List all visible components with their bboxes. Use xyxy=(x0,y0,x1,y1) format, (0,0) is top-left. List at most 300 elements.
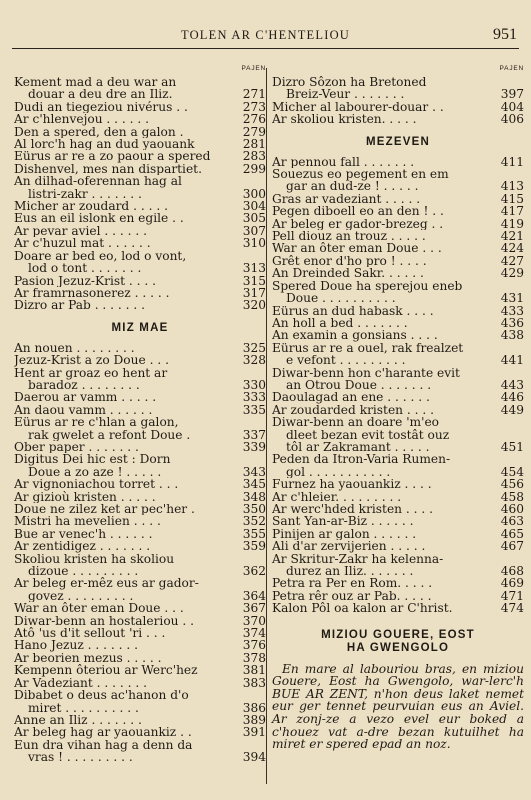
entry-title-line: Diwar-benn an hostaleriou . . xyxy=(14,614,195,628)
toc-entry xyxy=(14,689,266,714)
entry-title-line: Doue a zo aze ! . . . . . xyxy=(28,465,162,479)
entry-page-number: 362 xyxy=(242,564,266,579)
entry-title-line: Diwar-benn hon c'harante evit xyxy=(272,365,460,380)
entry-row xyxy=(14,540,266,552)
entry-title-line: rak gwelet a refont Doue . xyxy=(28,428,191,441)
toc-entry xyxy=(14,416,266,441)
toc-entry xyxy=(14,453,266,478)
entry-page-number: 348 xyxy=(242,489,266,504)
entry-row xyxy=(14,429,266,441)
toc-entry xyxy=(272,317,524,329)
intro-paragraph: En mare al labouriou bras, en miziou Gouere, Eost ha Gwengolo, war-lerc'h BUE AR ZENT, n'hon deus laket nemet eur ger tennet peurvuian eus an Aviel. Ar zonj-ze a vezo evel eur boked a c'houez vat a-dre bezan kutuilhet ha miret er spered epad an noz. xyxy=(272,661,524,752)
toc-entry xyxy=(14,354,266,366)
entry-title-line: lod o tont . . . . . . . xyxy=(28,262,142,275)
entry-page-number: 438 xyxy=(500,328,524,343)
entry-title-line: An dilhad-oferennan hag al xyxy=(14,174,182,189)
right-entries-2 xyxy=(272,156,524,615)
entry-page-number: 345 xyxy=(242,477,266,492)
entry-title-line: douar a deu dre an Iliz. xyxy=(28,88,173,101)
entry-title-line: Dudi an tiegeziou nivérus . . xyxy=(14,100,188,114)
entry-page-number: 328 xyxy=(242,353,266,368)
entry-page-number: 339 xyxy=(242,439,266,454)
entry-page-number: 283 xyxy=(242,149,266,164)
entry-title-line: Dibabet o deus ac'hanon d'o xyxy=(14,688,189,703)
toc-entry xyxy=(272,168,524,193)
entry-title-line: An holl a bed . . . . . . . xyxy=(272,316,408,330)
entry-title-line: Micher al labourer-douar . . xyxy=(272,100,444,114)
entry-title-line: Pell diouz an trouz . . . . . xyxy=(272,230,426,243)
entry-title-line: Breiz-Veur . . . . . . . xyxy=(286,88,405,101)
entry-row xyxy=(272,113,524,125)
entry-page-number: 417 xyxy=(500,204,524,219)
entry-page-number: 317 xyxy=(242,285,266,300)
entry-title-line: Ali d'ar zervijerien . . . . . xyxy=(272,540,426,553)
entry-page-number: 352 xyxy=(242,514,266,529)
entry-page-number: 271 xyxy=(242,87,266,102)
toc-entry xyxy=(272,329,524,341)
entry-row xyxy=(272,193,524,205)
toc-entry xyxy=(272,515,524,527)
entry-title-line: durez an Iliz. . . . . . . xyxy=(286,565,414,578)
entry-title-line: dleet bezan evit tostât ouz xyxy=(286,427,450,442)
entry-row xyxy=(14,664,266,676)
entry-row xyxy=(14,150,266,162)
entry-row xyxy=(272,205,524,217)
entry-title-line: Skoliou kristen ha skoliou xyxy=(14,551,175,566)
entry-title-line: Ar beorien mezus . . . . . xyxy=(14,651,162,665)
running-title: TOLEN AR C'HENTELIOU xyxy=(180,28,351,42)
toc-entry xyxy=(272,342,524,367)
toc-entry xyxy=(272,205,524,217)
entry-page-number: 389 xyxy=(242,712,266,727)
entry-title-line: Hent ar groaz eo hent ar xyxy=(14,365,168,380)
entry-page-number: 335 xyxy=(242,402,266,417)
toc-entry xyxy=(272,76,524,101)
entry-row xyxy=(272,218,524,230)
entry-title-line: Eürus ar re a zo paour a spered xyxy=(14,150,211,163)
entry-title-line: miret . . . . . . . . . . xyxy=(28,701,139,714)
entry-page-number: 273 xyxy=(242,99,266,114)
entry-row xyxy=(14,627,266,639)
toc-entry xyxy=(272,602,524,614)
entry-row xyxy=(14,225,266,237)
toc-entry xyxy=(14,76,266,101)
entry-row xyxy=(272,354,524,366)
entry-row xyxy=(14,602,266,614)
entry-page-number: 469 xyxy=(500,576,524,591)
entry-title-line: Kement mad a deu war an xyxy=(14,75,177,89)
entry-title-line: Petra ra Per en Rom. . . . . xyxy=(272,577,433,590)
entry-page-number: 458 xyxy=(500,489,524,504)
entry-title-line: Pegen diboell eo an den ! . . xyxy=(272,205,444,218)
entry-row xyxy=(272,391,524,403)
entry-row xyxy=(272,101,524,113)
entry-page-number: 355 xyxy=(242,526,266,541)
entry-page-number: 337 xyxy=(242,427,266,442)
entry-title-line: Doare ar bed eo, lod o vont, xyxy=(14,248,187,263)
entry-title-line: Ar beleg er-mêz eus ar gador- xyxy=(14,576,199,591)
left-entries-2 xyxy=(14,342,266,764)
entry-row xyxy=(272,317,524,329)
toc-entry xyxy=(272,193,524,205)
entry-title-line: War an ôter eman Doue . . . xyxy=(14,602,184,615)
entry-page-number: 386 xyxy=(242,700,266,715)
toc-entry xyxy=(272,540,524,552)
entry-row xyxy=(272,602,524,614)
entry-page-number: 451 xyxy=(500,439,524,454)
entry-title-line: Ar beleg er gador-brezeg . . xyxy=(272,217,444,231)
entry-title-line: Pasion Jezuz-Krist . . . . xyxy=(14,274,157,287)
entry-page-number: 474 xyxy=(500,601,524,616)
toc-entry xyxy=(272,453,524,478)
toc-entry xyxy=(272,528,524,540)
entry-page-number: 370 xyxy=(242,613,266,628)
entry-title-line: Daerou ar vamm . . . . . xyxy=(14,391,157,404)
entry-title-line: Ar framrnasonerez . . . . . xyxy=(14,286,170,300)
entry-row xyxy=(272,466,524,478)
entry-row xyxy=(272,478,524,490)
entry-page-number: 383 xyxy=(242,675,266,690)
entry-title-line: Kempenn ôteriou ar Werc'hez xyxy=(14,664,198,677)
toc-entry xyxy=(272,305,524,317)
entry-page-number: 419 xyxy=(500,216,524,231)
entry-row xyxy=(14,639,266,651)
entry-row xyxy=(272,292,524,304)
entry-row xyxy=(14,200,266,212)
entry-title-line: Petra rêr ouz ar Pab. . . . . xyxy=(272,589,432,603)
section-heading-mezeven: MEZEVEN xyxy=(366,135,430,148)
toc-entry xyxy=(14,367,266,392)
entry-row xyxy=(272,590,524,602)
entry-page-number: 381 xyxy=(242,663,266,678)
toc-entry xyxy=(272,553,524,578)
toc-entry xyxy=(272,230,524,242)
toc-entry xyxy=(14,113,266,125)
entry-row xyxy=(14,714,266,726)
entry-page-number: 454 xyxy=(500,464,524,479)
entry-page-number: 456 xyxy=(500,477,524,492)
toc-entry xyxy=(14,515,266,527)
heading-line: MIZIOU GOUERE, EOST xyxy=(321,628,475,641)
entry-page-number: 299 xyxy=(242,161,266,176)
entry-page-number: 468 xyxy=(500,564,524,579)
entry-page-number: 391 xyxy=(242,725,266,740)
entry-page-number: 421 xyxy=(500,229,524,244)
toc-entry xyxy=(14,138,266,150)
entry-page-number: 397 xyxy=(500,87,524,102)
entry-page-number: 424 xyxy=(500,241,524,256)
toc-entry xyxy=(14,726,266,738)
section-heading-miz-mae: MIZ MAE xyxy=(111,321,169,334)
entry-title-line: Doue . . . . . . . . . . xyxy=(286,292,396,305)
heading-line: HA GWENGOLO xyxy=(346,641,450,654)
entry-title-line: Den a spered, den a galon . xyxy=(14,125,184,139)
right-column xyxy=(272,62,524,751)
entry-title-line: Atô 'us d'it sellout 'ri . . . xyxy=(14,627,166,640)
entry-title-line: Ar Vadeziant . . . . . . . xyxy=(14,676,148,690)
entry-title-line: e vefont . . . . . . . . . xyxy=(286,354,406,367)
entry-title-line: Anne an Iliz . . . . . . . xyxy=(14,713,142,727)
entry-title-line: Ar c'hlenvejou . . . . . . xyxy=(14,113,150,126)
entry-title-line: listri-zakr . . . . . . . xyxy=(28,187,142,201)
entry-page-number: 300 xyxy=(242,186,266,201)
entry-page-number: 320 xyxy=(242,298,266,313)
entry-page-number: 436 xyxy=(500,315,524,330)
entry-title-line: Mistri ha mevelien . . . . xyxy=(14,515,161,528)
entry-title-line: Doue ne zilez ket ar pec'her . xyxy=(14,503,195,516)
entry-title-line: Furnez ha yaouankiz . . . . xyxy=(272,478,432,491)
toc-entry xyxy=(272,242,524,254)
toc-entry xyxy=(14,175,266,200)
entry-row xyxy=(14,590,266,602)
entry-row xyxy=(14,503,266,515)
entry-title-line: Ar c'hleier. . . . . . . . . xyxy=(272,490,402,503)
entry-page-number: 367 xyxy=(242,601,266,616)
pajen-label: PAJEN xyxy=(241,65,266,72)
entry-page-number: 310 xyxy=(242,236,266,251)
entry-page-number: 276 xyxy=(242,112,266,127)
entry-page-number: 376 xyxy=(242,638,266,653)
entry-title-line: Ar pennou fall . . . . . . . xyxy=(272,155,415,169)
entry-title-line: gol . . . . . . . . . . . xyxy=(286,465,391,479)
entry-page-number: 378 xyxy=(242,650,266,665)
entry-page-number: 359 xyxy=(242,539,266,554)
toc-entry xyxy=(14,126,266,138)
entry-title-line: Ar Skritur-Zakr ha kelenna- xyxy=(272,551,444,566)
entry-title-line: An nouen . . . . . . . . xyxy=(14,341,135,355)
entry-page-number: 279 xyxy=(242,124,266,139)
entry-row xyxy=(14,726,266,738)
entry-page-number: 404 xyxy=(500,99,524,114)
entry-row xyxy=(272,305,524,317)
toc-entry xyxy=(272,255,524,267)
toc-entry xyxy=(14,664,266,676)
entry-title-line: Eürus ar re a ouel, rak frealzet xyxy=(272,340,464,355)
toc-entry xyxy=(272,113,524,125)
entry-title-line: Micher ar zoudard . . . . . xyxy=(14,200,168,213)
entry-title-line: Ar gizioù kristen . . . . . xyxy=(14,490,156,503)
toc-entry xyxy=(14,739,266,764)
column-divider xyxy=(266,68,267,784)
toc-entry xyxy=(272,491,524,503)
entry-page-number: 411 xyxy=(500,154,524,169)
entry-row xyxy=(14,342,266,354)
toc-entry xyxy=(272,280,524,305)
toc-entry xyxy=(14,503,266,515)
entry-row xyxy=(272,255,524,267)
entry-row xyxy=(14,379,266,391)
entry-row xyxy=(272,503,524,515)
entry-row xyxy=(272,491,524,503)
toc-entry xyxy=(14,225,266,237)
entry-page-number: 446 xyxy=(500,390,524,405)
entry-page-number: 374 xyxy=(242,626,266,641)
toc-entry xyxy=(272,503,524,515)
entry-title-line: Ar pevar aviel . . . . . . xyxy=(14,224,148,238)
toc-entry xyxy=(14,342,266,354)
toc-entry xyxy=(14,491,266,503)
entry-title-line: Ar vignoniachou torret . . . xyxy=(14,478,179,491)
entry-row xyxy=(14,751,266,763)
toc-entry xyxy=(14,250,266,275)
toc-entry xyxy=(272,367,524,392)
toc-entry xyxy=(14,639,266,651)
toc-entry xyxy=(14,287,266,299)
entry-row xyxy=(14,299,266,311)
section-heading-gouere xyxy=(272,629,524,655)
entry-title-line: vras ! . . . . . . . . . xyxy=(28,751,133,764)
entry-page-number: 431 xyxy=(500,291,524,306)
entry-title-line: Bue ar venec'h . . . . . . xyxy=(14,527,153,541)
entry-page-number: 413 xyxy=(500,179,524,194)
entry-title-line: Pinijen ar galon . . . . . . xyxy=(272,527,417,541)
toc-entry xyxy=(272,218,524,230)
toc-entry xyxy=(14,212,266,224)
toc-entry xyxy=(14,391,266,403)
entry-page-number: 304 xyxy=(242,199,266,214)
left-entries-1 xyxy=(14,76,266,312)
entry-page-number: 343 xyxy=(242,464,266,479)
toc-entry xyxy=(272,267,524,279)
entry-page-number: 330 xyxy=(242,377,266,392)
entry-row xyxy=(14,287,266,299)
entry-row xyxy=(272,515,524,527)
entry-row xyxy=(14,138,266,150)
entry-row xyxy=(14,262,266,274)
entry-page-number: 415 xyxy=(500,191,524,206)
entry-title-line: Kalon Pôl oa kalon ar C'hrist. xyxy=(272,602,453,615)
entry-row xyxy=(14,702,266,714)
entry-row xyxy=(14,354,266,366)
toc-entry xyxy=(272,590,524,602)
entry-row xyxy=(272,577,524,589)
toc-entry xyxy=(14,275,266,287)
entry-page-number: 460 xyxy=(500,502,524,516)
entry-title-line: an Otrou Doue . . . . . . . xyxy=(286,378,432,392)
entry-title-line: Ar zentidigez . . . . . . . xyxy=(14,540,151,553)
entry-row xyxy=(14,652,266,664)
entry-title-line: Ar zoudarded kristen . . . . xyxy=(272,403,435,417)
entry-row xyxy=(14,113,266,125)
entry-title-line: baradoz . . . . . . . . xyxy=(28,378,140,392)
right-entries-1 xyxy=(272,76,524,126)
entry-row xyxy=(272,540,524,552)
entry-page-number: 406 xyxy=(500,112,524,127)
entry-row xyxy=(14,88,266,100)
entry-row xyxy=(272,88,524,100)
entry-page-number: 364 xyxy=(242,588,266,603)
entry-page-number: 305 xyxy=(242,211,266,226)
entry-page-number: 350 xyxy=(242,502,266,516)
entry-title-line: Eun dra vihan hag a denn da xyxy=(14,737,193,752)
toc-entry xyxy=(272,577,524,589)
toc-entry xyxy=(272,416,524,453)
entry-title-line: Dishenvel, mes nan dispartiet. xyxy=(14,162,202,176)
entry-row xyxy=(272,230,524,242)
entry-title-line: Souezus eo pegement en em xyxy=(272,167,449,182)
left-column xyxy=(14,62,266,764)
entry-title-line: gar an dud-ze ! . . . . . xyxy=(286,180,419,193)
entry-row xyxy=(272,565,524,577)
entry-page-number: 433 xyxy=(500,303,524,318)
toc-entry xyxy=(14,237,266,249)
entry-title-line: Ar werc'hded kristen . . . . xyxy=(272,503,434,516)
entry-row xyxy=(272,329,524,341)
entry-title-line: Sant Yan-ar-Biz . . . . . . xyxy=(272,515,414,528)
entry-page-number: 471 xyxy=(500,588,524,603)
entry-title-line: Ar c'huzul mat . . . . . . xyxy=(14,237,151,250)
entry-title-line: Jezuz-Krist a zo Doue . . . xyxy=(14,354,169,367)
entry-title-line: Gras ar vadeziant . . . . . xyxy=(272,192,421,206)
toc-entry xyxy=(14,602,266,614)
entry-title-line: govez . . . . . . . . . xyxy=(28,589,134,603)
toc-entry xyxy=(272,101,524,113)
entry-row xyxy=(14,275,266,287)
page-number: 951 xyxy=(493,26,517,43)
entry-title-line: Digitus Dei hic est : Dorn xyxy=(14,452,171,467)
entry-page-number: 467 xyxy=(500,539,524,554)
entry-row xyxy=(272,242,524,254)
entry-title-line: Eürus ar re c'hlan a galon, xyxy=(14,415,179,430)
entry-page-number: 315 xyxy=(242,273,266,288)
entry-title-line: Ar skoliou kristen. . . . . xyxy=(272,113,417,126)
entry-title-line: War an ôter eman Doue . . . xyxy=(272,242,442,255)
entry-row xyxy=(14,615,266,627)
toc-entry xyxy=(14,553,266,578)
entry-row xyxy=(14,491,266,503)
toc-entry xyxy=(272,478,524,490)
toc-entry xyxy=(14,577,266,602)
entry-title-line: An daou vamm . . . . . . xyxy=(14,403,153,417)
entry-page-number: 313 xyxy=(242,261,266,276)
entry-row xyxy=(14,391,266,403)
toc-entry xyxy=(14,540,266,552)
entry-row xyxy=(14,212,266,224)
entry-title-line: Al lorc'h hag an dud yaouank xyxy=(14,138,195,151)
entry-page-number: 449 xyxy=(500,402,524,417)
entry-title-line: Hano Jezuz . . . . . . . xyxy=(14,639,138,652)
toc-entry xyxy=(14,150,266,162)
toc-entry xyxy=(14,615,266,627)
entry-title-line: Dizro Sôzon ha Bretoned xyxy=(272,75,427,89)
entry-row xyxy=(14,101,266,113)
toc-entry xyxy=(14,478,266,490)
entry-title-line: tôl ar Zakramant . . . . . xyxy=(286,440,430,454)
entry-row xyxy=(272,180,524,192)
entry-title-line: Ar beleg hag ar yaouankiz . . xyxy=(14,726,192,739)
entry-title-line: Peden da Itron-Varia Rumen- xyxy=(272,452,451,467)
toc-entry xyxy=(14,714,266,726)
entry-page-number: 427 xyxy=(500,253,524,268)
entry-row xyxy=(14,466,266,478)
entry-title-line: Eürus an dud habask . . . . xyxy=(272,304,434,317)
entry-title-line: Eus an eil islonk en egile . . xyxy=(14,212,184,225)
entry-row xyxy=(14,528,266,540)
entry-page-number: 441 xyxy=(500,353,524,368)
entry-row xyxy=(272,528,524,540)
entry-title-line: dizoue . . . . . . . . . xyxy=(28,565,139,578)
pajen-label: PAJEN xyxy=(499,65,524,72)
entry-page-number: 281 xyxy=(242,137,266,152)
entry-page-number: 465 xyxy=(500,526,524,541)
entry-title-line: Grêt enor d'ho pro ! . . . . xyxy=(272,254,427,268)
entry-title-line: Dizro ar Pab . . . . . . . xyxy=(14,299,146,312)
entry-row xyxy=(14,515,266,527)
entry-title-line: Ober paper . . . . . . . xyxy=(14,440,139,454)
entry-page-number: 325 xyxy=(242,340,266,355)
entry-title-line: Diwar-benn an doare 'm'eo xyxy=(272,415,440,430)
entry-page-number: 394 xyxy=(242,750,266,765)
